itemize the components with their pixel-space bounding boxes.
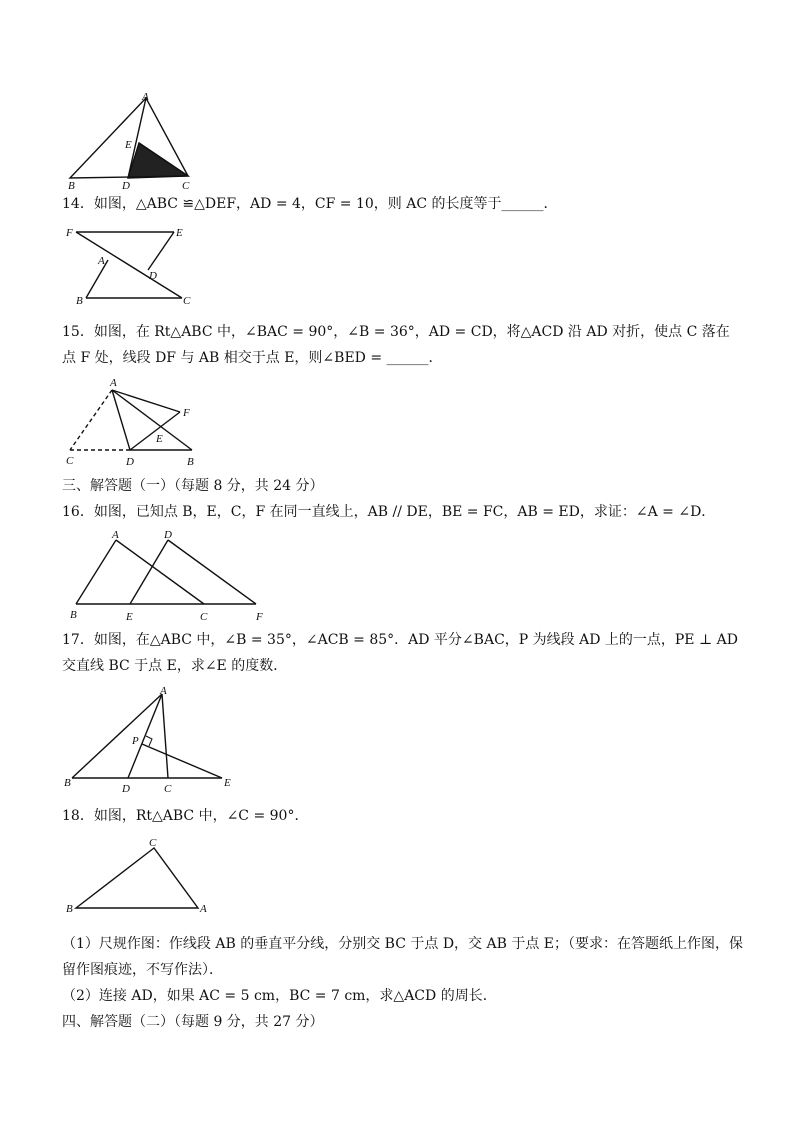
label-b: B: [76, 295, 83, 307]
question-15-line-1: 15．如图，在 Rt△ABC 中，∠BAC = 90°，∠B = 36°，AD = CD，将△ACD 沿 AD 对折，使点 C 落在: [62, 324, 730, 340]
label-e: E: [156, 433, 163, 445]
figure-shaded-triangle: [62, 88, 202, 192]
label-c: C: [149, 837, 157, 849]
label-b: B: [68, 180, 75, 192]
label-f: F: [256, 611, 263, 623]
label-d: D: [122, 180, 130, 192]
question-14: 14．如图，△ABC ≌△DEF，AD = 4，CF = 10，则 AC 的长度等于______．: [62, 196, 558, 212]
question-18: 18．如图，Rt△ABC 中，∠C = 90°．: [62, 808, 309, 824]
label-a: A: [160, 685, 167, 697]
figure-q15: [60, 372, 210, 470]
question-18-part-1-line-2: 留作图痕迹，不写作法）．: [62, 962, 223, 978]
question-17-line-1: 17．如图，在△ABC 中，∠B = 35°，∠ACB = 85°．AD 平分∠BAC，P 为线段 AD 上的一点，PE ⊥ AD: [62, 632, 738, 648]
question-18-part-1-line-1: （1）尺规作图：作线段 AB 的垂直平分线，分别交 BC 于点 D，交 AB 于点 E；（要求：在答题纸上作图，保: [62, 936, 744, 952]
figure-q16: [64, 528, 274, 624]
label-e: E: [125, 139, 132, 151]
figure-q14: [62, 220, 202, 310]
section-4-heading: 四、解答题（二）（每题 9 分，共 27 分）: [62, 1014, 324, 1030]
label-c: C: [182, 180, 190, 192]
label-e: E: [176, 227, 183, 239]
question-17-line-2: 交直线 BC 于点 E，求∠E 的度数．: [62, 658, 288, 674]
label-a: A: [142, 91, 149, 103]
section-3-heading: 三、解答题（一）（每题 8 分，共 24 分）: [62, 478, 324, 494]
label-a: A: [200, 903, 207, 915]
label-f: F: [183, 407, 190, 419]
question-18-part-2: （2）连接 AD，如果 AC = 5 cm，BC = 7 cm，求△ACD 的周长．: [62, 988, 497, 1004]
label-c: C: [66, 455, 74, 467]
label-d: D: [122, 783, 130, 795]
label-a: A: [110, 377, 117, 389]
figure-q18: [60, 832, 220, 922]
label-a: A: [112, 529, 119, 541]
question-16: 16．如图，已知点 B，E，C，F 在同一直线上，AB // DE，BE = FC，AB = ED，求证：∠A = ∠D．: [62, 504, 716, 520]
label-c: C: [200, 611, 208, 623]
label-c: C: [164, 783, 172, 795]
label-p: P: [132, 735, 139, 747]
label-b: B: [70, 609, 77, 621]
label-d: D: [126, 456, 134, 468]
label-c: C: [183, 295, 191, 307]
label-e: E: [224, 777, 231, 789]
label-b: B: [66, 903, 73, 915]
label-f: F: [66, 227, 73, 239]
label-e: E: [126, 611, 133, 623]
label-b: B: [187, 456, 194, 468]
label-a: A: [98, 255, 105, 267]
question-15-line-2: 点 F 处，线段 DF 与 AB 相交于点 E，则∠BED = ______．: [62, 350, 443, 366]
label-d: D: [149, 270, 157, 282]
label-b: B: [64, 777, 71, 789]
figure-q17: [60, 684, 240, 798]
label-d: D: [164, 529, 172, 541]
